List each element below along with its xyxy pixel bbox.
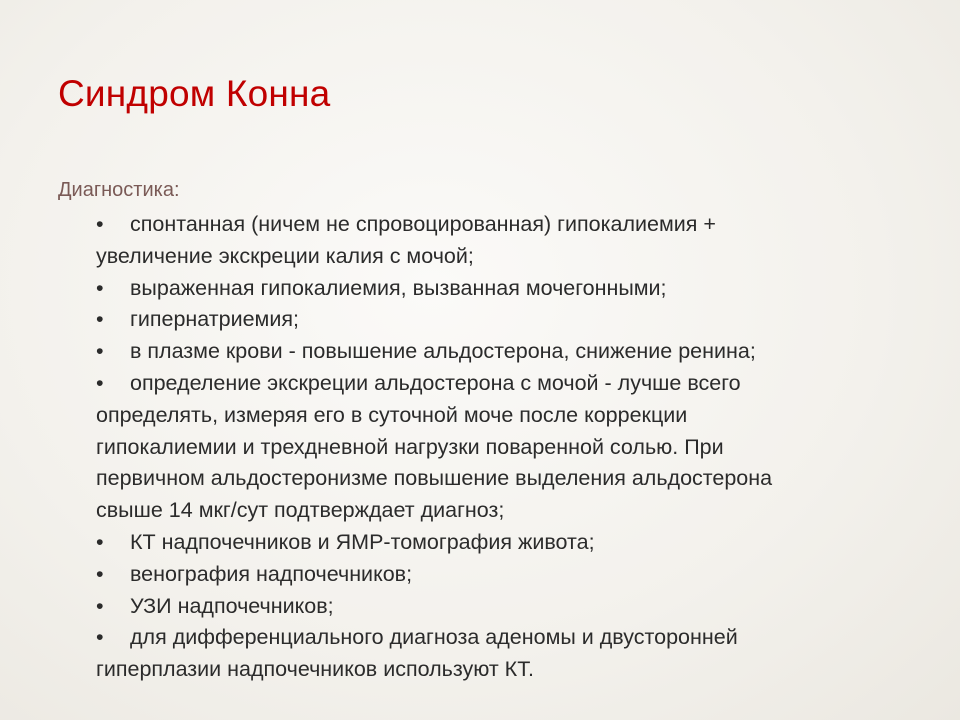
list-item — [96, 559, 886, 591]
bullet-icon: • — [96, 370, 104, 395]
list-item-text: увеличение экскреции калия с мочой; — [96, 243, 474, 268]
list-item-line — [96, 495, 886, 527]
list-item-line — [96, 241, 886, 273]
list-item-line — [96, 527, 886, 559]
bullet-icon: • — [96, 593, 104, 618]
bullet-icon: • — [96, 561, 104, 586]
bullet-icon: • — [96, 275, 104, 300]
list-item-text: первичном альдостеронизме повышение выделения альдостерона — [96, 466, 773, 491]
list-item — [96, 622, 886, 686]
bullet-icon: • — [96, 339, 104, 364]
list-item-line — [96, 336, 886, 368]
list-item-text: гипернатриемия; — [130, 307, 299, 332]
list-item — [96, 273, 886, 305]
list-item-text: определение экскреции альдостерона с мочой - лучше всего — [130, 370, 741, 395]
list-item-text: спонтанная (ничем не спровоцированная) гипокалиемия + — [130, 212, 716, 236]
list-item-line — [96, 654, 886, 686]
list-item — [96, 591, 886, 623]
bullet-icon: • — [96, 307, 104, 332]
bullet-list — [96, 209, 886, 686]
list-item-text: в плазме крови - повышение альдостерона, снижение ренина; — [130, 339, 756, 364]
list-item-text: определять, измеряя его в суточной моче после коррекции — [96, 402, 688, 427]
list-item-line — [96, 559, 886, 591]
list-item-line — [96, 368, 886, 400]
slide-title: Синдром Конна — [58, 73, 331, 114]
list-item-line — [96, 400, 886, 432]
list-item-text: выраженная гипокалиемия, вызванная мочегонными; — [130, 275, 667, 300]
list-item-line — [96, 209, 886, 241]
list-item-line — [96, 432, 886, 464]
list-item — [96, 304, 886, 336]
list-item-text: венография надпочечников; — [130, 561, 413, 586]
list-item-line — [96, 622, 886, 654]
list-item-line — [96, 591, 886, 623]
list-item-text: КТ надпочечников и ЯМР-томография живота; — [130, 529, 595, 554]
list-item-line — [96, 304, 886, 336]
list-item — [96, 527, 886, 559]
bullet-icon: • — [96, 625, 104, 650]
bullet-icon: • — [96, 212, 104, 236]
list-item-text: УЗИ надпочечников; — [130, 593, 334, 618]
list-item-text: гипокалиемии и трехдневной нагрузки поваренной солью. При — [96, 434, 724, 459]
list-item-line — [96, 463, 886, 495]
list-item-text: гиперплазии надпочечников используют КТ. — [96, 657, 534, 682]
list-item-text: для дифференциального диагноза аденомы и двусторонней — [130, 625, 738, 650]
list-item-line — [96, 273, 886, 305]
bullet-icon: • — [96, 529, 104, 554]
list-item — [96, 209, 886, 273]
section-label: Диагностика: — [58, 179, 180, 201]
list-item-text: свыше 14 мкг/сут подтверждает диагноз; — [96, 498, 505, 523]
list-item — [96, 368, 886, 527]
list-item — [96, 336, 886, 368]
